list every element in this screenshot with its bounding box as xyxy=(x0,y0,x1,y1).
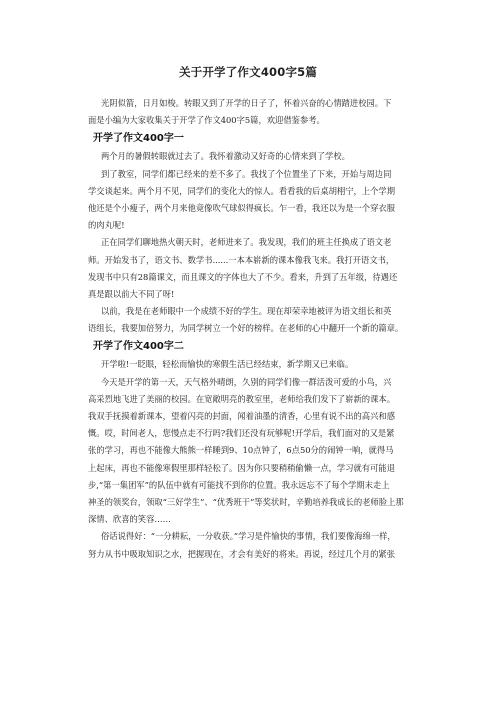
paragraph-line: 学交谈起来。两个月不见，同学们的变化大的惊人。看看我的后桌胡栩宁，上个学期 xyxy=(88,185,395,196)
paragraph-line: 努力从书中吸取知识之水，把握现在，才会有美好的将来。再说，经过几个月的紧张 xyxy=(88,548,395,559)
paragraph-line: 以前，我是在老师眼中一个成绩不好的学生。现在却荣幸地被评为语文组长和英 xyxy=(101,306,392,317)
paragraph-line: 今天是开学的第一天，天气格外晴朗，久别的同学们像一群活泼可爱的小鸟，兴 xyxy=(101,376,392,387)
paragraph-line: 到了教室，同学们都已经来的差不多了。我找了个位置坐了下来，开始与周边同 xyxy=(101,168,392,179)
paragraph-line: 开学啦!一眨眼，轻松而愉快的寒假生活已经结束，新学期又已来临。 xyxy=(101,359,354,370)
paragraph-line: 的肉丸呢! xyxy=(88,220,125,231)
paragraph-line: 深情、欣喜的笑容…… xyxy=(88,514,171,525)
paragraph-line: 张的学习，再也不能像大熊熊一样睡到9、10点钟了，6点50分的闹钟一响，就得马 xyxy=(88,445,394,456)
paragraph-line: 俗话说得好：“一分耕耘，一分收获。”学习是件愉快的事情，我们要像海绵一样， xyxy=(101,531,396,542)
document-title: 关于开学了作文400字5篇 xyxy=(178,65,318,79)
section-heading: 开学了作文400字一 xyxy=(93,133,184,145)
paragraph-line: 慨。哎，时间老人，您慢点走不行吗?我们还没有玩够呢!开学后，我们面对的又是紧 xyxy=(88,428,395,439)
intro-line: 面是小编为大家收集关于开学了作文400字5篇，欢迎借鉴参考。 xyxy=(88,115,325,126)
paragraph-line: 正在同学们聊地热火朝天时，老师进来了。我发现，我们的班主任换成了语文老 xyxy=(101,237,392,248)
paragraph-line: 发现书中只有28篇课文，而且课文的字体也大了不少。看来，升到了五年级，待遇还 xyxy=(88,271,398,282)
paragraph-line: 我双手抚摸着新课本，望着闪亮的封面，闻着油墨的清香，心里有说不出的高兴和感 xyxy=(88,411,395,421)
paragraph-line: 语组长，我要加倍努力，为同学树立一个好的榜样。在老师的心中翻开一个新的篇章。 xyxy=(88,323,404,334)
paragraph-line: 师。开始发书了，语文书、数学书......一本本崭新的课本像我飞来。我打开语文书， xyxy=(88,254,395,265)
paragraph-line: 高采烈地飞进了美丽的校园。在宽敞明亮的教室里，老师给我们发下了崭新的课本。 xyxy=(88,393,395,404)
paragraph-line: 步,“第一集团军”的队伍中就有可能找不到你的位置。我永远忘不了每个学期末走上 xyxy=(88,479,390,490)
paragraph-line: 两个月的暑假转眼就过去了。我怀着激动又好奇的心情来到了学校。 xyxy=(101,151,350,162)
paragraph-line: 上起床，再也不能像寒假里那样轻松了。因为你只要稍稍偷懒一点，学习就有可能退 xyxy=(88,462,395,473)
document-body xyxy=(88,95,432,563)
intro-line: 光阴似箭，日月如梭。转眼又到了开学的日子了，怀着兴奋的心情踏进校园。下 xyxy=(101,98,392,108)
paragraph-line: 他还是个小瘦子，两个月来他竟像吹气球似得疯长。乍一看，我还以为是一个穿衣服 xyxy=(88,202,395,213)
paragraph-line: 神圣的领奖台，领取“三好学生”、“优秀班干”等奖状时，辛勤培养我成长的老师脸上那 xyxy=(88,496,404,507)
paragraph-line: 真是跟以前大不同了呀! xyxy=(88,288,175,299)
section-heading: 开学了作文400字二 xyxy=(93,341,184,353)
